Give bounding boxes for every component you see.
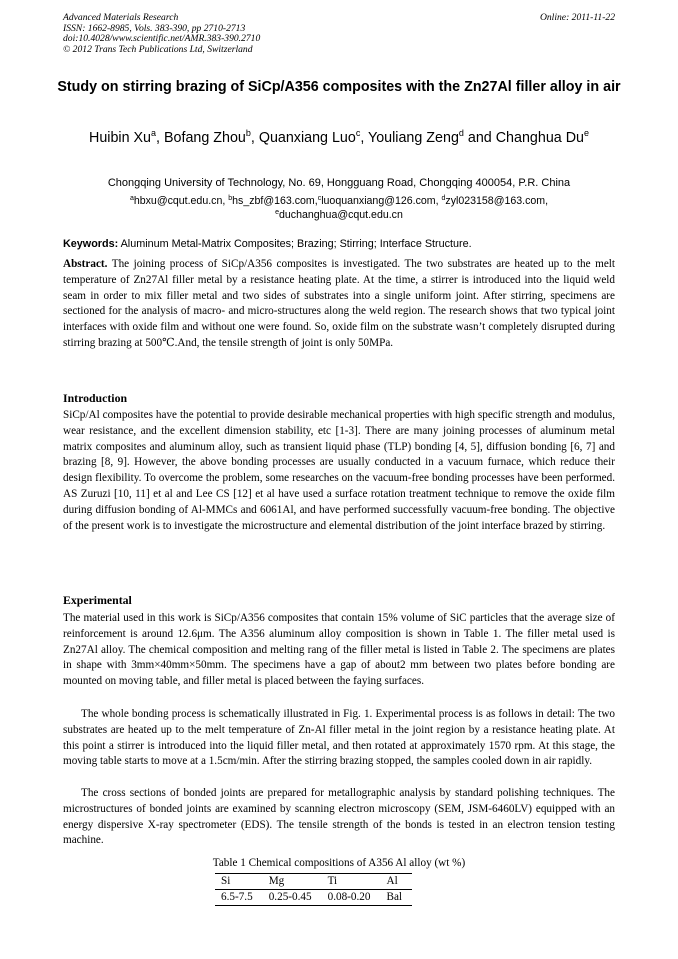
experimental-heading: Experimental bbox=[63, 593, 132, 607]
author-list bbox=[55, 130, 623, 147]
email-list bbox=[55, 195, 623, 222]
author-name: Youliang Zeng bbox=[368, 130, 459, 146]
table-header-cell: Si bbox=[221, 875, 231, 887]
table-cell: 0.08-0.20 bbox=[327, 891, 371, 903]
email-address[interactable]: duchanghua@cqut.edu.cn bbox=[279, 208, 403, 221]
introduction-text: SiCp/Al composites have the potential to provide desirable mechanical properties with high specific strength and modulus, wear resistance, and the excellent dimension stability, etc [1-3]. There are many joining processes of aluminum metal matrix composites and aluminum alloy, such as transient liquid phase (TLP) bonding [4, 5], diffusion bonding [6, 7] and brazing [8, 9]. However, the above bonding processes are usually conducted in a vacuum furnace, which reduce their design flexibility. To overcome the problem, some researches on the vacuum-free bonding processes have been performed. AS Zuruzi [10, 11] et al and Lee CS [12] et al have used a surface rotation treatment technique to remove the oxide film during diffusion bonding of Al-MMCs and 6061Al, and have performed successfully vacuum-free bonding. The objective of the present work is to investigate the microstructure and elemental distribution of the joint interface brazed by stirring. bbox=[63, 409, 615, 532]
journal-header bbox=[63, 13, 615, 55]
copyright-line: © 2012 Trans Tech Publications Ltd, Switzerland bbox=[63, 43, 253, 55]
email-address[interactable]: luoquanxiang@126.com, bbox=[321, 195, 442, 207]
experimental-paragraph: The material used in this work is SiCp/A356 composites that contain 15% volume of SiC particles that the average size of reinforcement is around 12.6μm. The A356 aluminum alloy composition is shown in Table 1. The filler metal used is Zn27Al alloy. The chemical composition and melting rang of the filler metal is listed in Table 2. The specimens are plates in shape with 3mm×40mm×50mm. The specimens have a gap of about2 mm between two plates before bonding are mounted on moving table, and filler metal is placed between the faying surfaces. bbox=[63, 612, 615, 688]
author-name: and Changhua Du bbox=[467, 130, 584, 146]
author-name: Bofang Zhou bbox=[163, 130, 246, 146]
email-address[interactable]: hbxu@cqut.edu.cn, bbox=[133, 195, 229, 207]
author-name: Quanxiang Luo bbox=[258, 130, 356, 146]
author-sup: d bbox=[458, 128, 464, 138]
doi-line: doi:10.4028/www.scientific.net/AMR.383-390.2710 bbox=[63, 33, 261, 45]
composition-table bbox=[215, 873, 412, 906]
abstract bbox=[63, 257, 615, 352]
author-sup: b bbox=[245, 128, 251, 138]
table-header-cell: Ti bbox=[327, 875, 338, 887]
table-header-cell: Mg bbox=[268, 875, 285, 887]
email-sup: b bbox=[228, 195, 233, 202]
author-sep: , bbox=[250, 130, 259, 146]
table-caption: Table 1 Chemical compositions of A356 Al alloy (wt %) bbox=[212, 857, 466, 869]
experimental-paragraph: The whole bonding process is schematically illustrated in Fig. 1. Experimental process is as follows in detail: The two substrates are heated up to the melt temperature of Zn-Al filler metal in the joint region by a resistance heating plate. At this point a stirrer is introduced into the liquid filler metal, and then rotated at approximately 1570 rpm. At this stage, the moving table starts to move at a 1.5cm/min. After the stirring brazing stopped, the samples cooled down in air rapidly. bbox=[63, 708, 615, 768]
journal-name: Advanced Materials Research bbox=[63, 12, 179, 23]
abstract-label: Abstract. bbox=[63, 258, 108, 270]
online-date: Online: 2011-11-22 bbox=[539, 12, 615, 23]
author-sup: c bbox=[355, 128, 361, 138]
introduction-heading: Introduction bbox=[63, 391, 128, 405]
paper-title: Study on stirring brazing of SiCp/A356 composites with the Zn27Al filler alloy in air bbox=[57, 79, 621, 95]
experimental-paragraph: The cross sections of bonded joints are prepared for metallographic analysis by standard polishing techniques. The microstructures of bonded joints are examined by scanning electron microscopy (SEM, JSM-6460LV) equipped with an energy dispersive X-ray spectrometer (EDS). The tensile strength of the bonds is tested in an electron tension testing machine. bbox=[63, 787, 615, 847]
email-address[interactable]: hs_zbf@163.com, bbox=[232, 195, 318, 207]
table-cell: 0.25-0.45 bbox=[268, 891, 312, 903]
author-sep: , bbox=[360, 130, 368, 146]
email-sup: e bbox=[275, 208, 280, 216]
keywords-label: Keywords: bbox=[63, 238, 119, 250]
author-sup: e bbox=[583, 128, 589, 138]
author-sup: a bbox=[151, 128, 157, 138]
email-sup: d bbox=[441, 195, 446, 202]
issn-line: ISSN: 1662-8985, Vols. 383-390, pp 2710-2713 bbox=[63, 22, 246, 34]
keywords-text: Aluminum Metal-Matrix Composites; Brazing; Stirring; Interface Structure. bbox=[118, 238, 472, 250]
author-name: Huibin Xu bbox=[89, 130, 152, 146]
email-sup: c bbox=[317, 195, 322, 202]
author-sep: , bbox=[156, 130, 164, 146]
table-cell: Bal bbox=[386, 891, 403, 903]
table-row bbox=[215, 890, 412, 906]
table-header-cell: Al bbox=[386, 875, 398, 887]
table-header-row bbox=[215, 874, 412, 890]
keywords bbox=[63, 238, 615, 251]
abstract-text: The joining process of SiCp/A356 composites is investigated. The two substrates are heated up to the melt temperature of Zn27Al filler metal by a resistance heating plate. At the time, a stirrer is introduced into the liquid weld seam in order to mix filler metal and two sides of substrates into a single uniform joint. After stirring, specimens are sectioned for the analysis of macro- and micro-structures along the weld region. The research shows that two typical joint interfaces with oxide film and without one were found. So, oxide film on the substrate wasn’t completely disrupted during stirring brazing at 500℃.And, the tensile strength of joint is only 50MPa. bbox=[63, 258, 615, 349]
affiliation: Chongqing University of Technology, No. 69, Hongguang Road, Chongqing 400054, P.R. China bbox=[107, 177, 571, 189]
table-cell: 6.5-7.5 bbox=[221, 891, 253, 903]
email-address[interactable]: zyl023158@163.com, bbox=[445, 195, 549, 207]
email-sup: a bbox=[129, 195, 134, 202]
